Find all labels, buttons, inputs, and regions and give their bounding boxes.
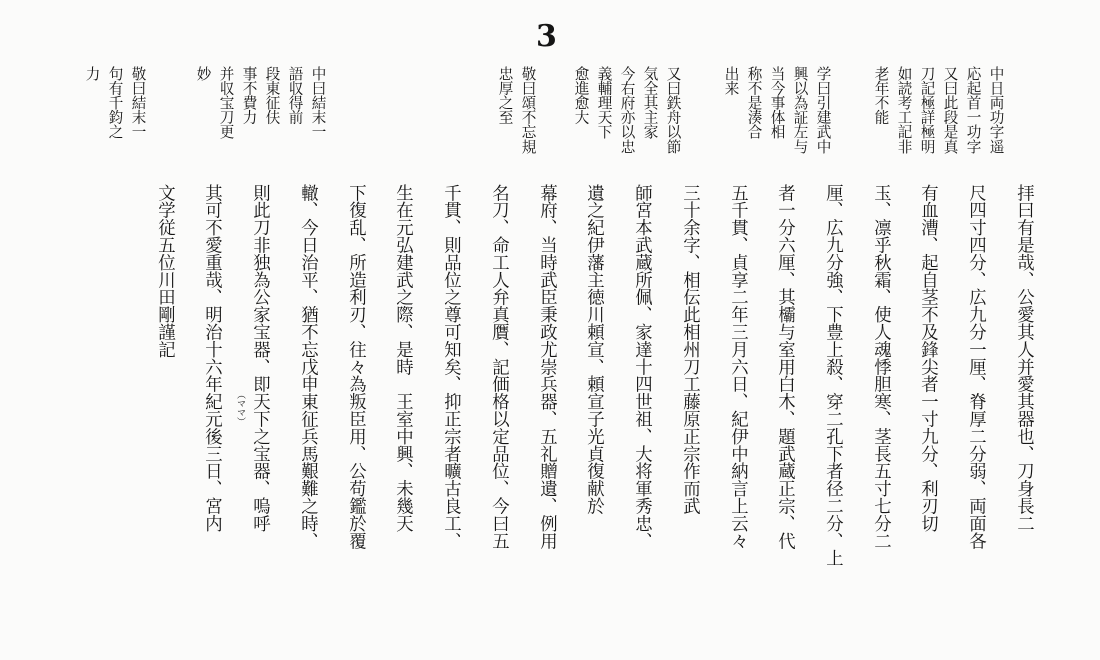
- annotation-column: 中日両功字遥: [987, 66, 1005, 154]
- annotation-column: 段東征伕: [263, 66, 281, 125]
- body-text-column: 尺四寸四分、広九分一厘、脊厚二分弱、両面各: [965, 184, 986, 550]
- annotation-column: 中曰結末一: [309, 66, 327, 139]
- annotation-column: 興以為証左与: [791, 66, 809, 154]
- annotation-column: 出来: [722, 66, 740, 96]
- body-text-column: 名刀、命工人弁真贋、記価格以定品位、今曰五: [488, 184, 509, 550]
- body-text-column: 則此刀非独為公家宝器、即天下之宝器、嗚呼: [249, 184, 270, 532]
- body-text-column: 玉、凛乎秋霜、使人魂悸胆寒、茎長五寸七分二: [870, 184, 891, 550]
- annotation-column: 力: [83, 66, 101, 81]
- body-text-column: 轍、今日治平、猶不忘戊申東征兵馬艱難之時、: [297, 184, 318, 550]
- annotation-column: 如読考工記非: [895, 66, 913, 154]
- annotation-column: 又曰此段是真: [941, 66, 959, 154]
- body-text-column: 下復乱、所造利刃、往々為叛臣用、公苟鑑於覆: [345, 184, 366, 550]
- annotation-column: 応起首一功字: [964, 66, 982, 154]
- annotation-column: 妙: [194, 66, 212, 81]
- body-text-column: 千貫、則品位之尊可知矣、抑正宗者曠古良工、: [440, 184, 461, 550]
- body-text-column: 幕府、当時武臣秉政尤崇兵器、五礼贈遺、例用: [536, 184, 557, 550]
- annotation-column: 并収宝刀更: [217, 66, 235, 139]
- annotation-column: 今右府亦以忠: [618, 66, 636, 154]
- annotation-column: 事不費力: [240, 66, 258, 125]
- annotation-column: 気全其主家: [641, 66, 659, 139]
- annotation-column: 忠厚之至: [496, 66, 514, 125]
- annotation-column: 刀記極詳極明: [918, 66, 936, 154]
- body-text-column: 有血漕、起自茎不及鋒尖者一寸九分、利刃切: [917, 184, 938, 532]
- body-text-column: 師宮本武蔵所佩、家達十四世祖、大将軍秀忠、: [631, 184, 652, 550]
- body-text-column: 文学従五位川田剛謹記: [154, 184, 175, 358]
- annotation-column: 句有千鈞之: [106, 66, 124, 139]
- annotation-column: 当今事体相: [768, 66, 786, 139]
- body-text-column: 五千貫、貞享二年三月六日、紀伊中納言上云々: [727, 184, 748, 550]
- sic-annotation: （ママ）: [235, 390, 245, 426]
- annotation-column: 学曰引建武中: [814, 66, 832, 154]
- annotation-column: 敬曰結末一: [129, 66, 147, 139]
- page-number: 3: [536, 19, 557, 54]
- body-text-column: 遺之紀伊藩主徳川頼宣、頼宣子光貞復献於: [583, 184, 604, 515]
- annotation-column: 老年不能: [872, 66, 890, 125]
- body-text-column: 其可不愛重哉、明治十六年紀元後三日、宮内: [201, 184, 222, 532]
- body-text-column: 生在元弘建武之際、是時 王室中興、未幾天: [392, 184, 413, 532]
- annotation-column: 又曰鉄舟以節: [664, 66, 682, 154]
- annotation-column: 語収得前: [286, 66, 304, 125]
- body-text-column: 三十余字、相伝此相州刀工藤原正宗作而武: [679, 184, 700, 515]
- body-text-column: 拝曰有是哉、公愛其人并愛其器也、刀身長二: [1013, 184, 1034, 532]
- annotation-column: 称不是湊合: [745, 66, 763, 139]
- body-text-column: 者一分六厘、其欛与室用白木、題武蔵正宗、代: [774, 184, 795, 550]
- body-text-column: 厘、広九分強、下豊上殺、穿二孔下者径二分、上: [822, 184, 843, 567]
- annotation-column: 義輔理天下: [595, 66, 613, 139]
- annotation-column: 敬曰頌不忘規: [519, 66, 537, 154]
- annotation-column: 愈進愈大: [572, 66, 590, 125]
